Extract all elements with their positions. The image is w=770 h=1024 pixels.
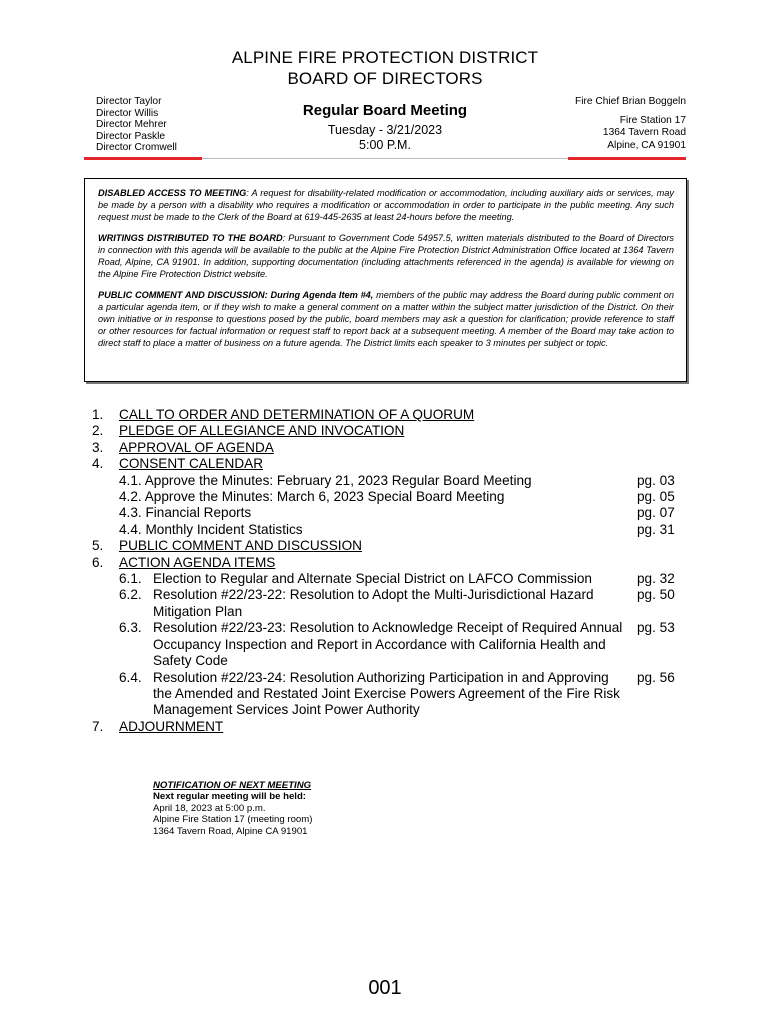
agenda-subitem bbox=[92, 522, 692, 538]
item-title: CALL TO ORDER AND DETERMINATION OF A QUORUM bbox=[119, 407, 475, 422]
page-ref: pg. 56 bbox=[637, 669, 675, 685]
page-ref: pg. 07 bbox=[637, 505, 675, 521]
subitem-number: 6.2. bbox=[119, 587, 142, 603]
subitem-number: 6.3. bbox=[119, 620, 142, 636]
station-street: 1364 Tavern Road bbox=[602, 127, 686, 138]
agenda-item bbox=[92, 456, 692, 472]
agenda-subitem bbox=[92, 620, 692, 669]
agenda-subitem bbox=[92, 489, 692, 505]
agenda-list bbox=[92, 407, 692, 735]
notice-label: DISABLED ACCESS TO MEETING bbox=[98, 188, 247, 198]
page-ref: pg. 32 bbox=[637, 571, 675, 587]
subitem-title: Resolution #22/23-24: Resolution Authorizing Participation in and Approving the Amended and Restated Joint Exercise Powers Agreement of the Fire Risk Management Services Joint Power Authority bbox=[153, 669, 620, 718]
subitem-number: 6.1. bbox=[119, 571, 142, 587]
subitem-title: 4.2. Approve the Minutes: March 6, 2023 Special Board Meeting bbox=[119, 489, 505, 505]
org-name: ALPINE FIRE PROTECTION DISTRICT bbox=[231, 48, 539, 67]
header-rule-left bbox=[84, 157, 202, 160]
board-name: BOARD OF DIRECTORS bbox=[287, 69, 483, 88]
director-name: Director Taylor bbox=[96, 96, 162, 107]
item-title: ADJOURNMENT bbox=[119, 718, 224, 734]
subitem-title: 4.4. Monthly Incident Statistics bbox=[119, 521, 303, 537]
subitem-title: 4.3. Financial Reports bbox=[119, 505, 252, 521]
station-city: Alpine, CA 91901 bbox=[607, 139, 686, 151]
notice-box bbox=[84, 178, 687, 382]
item-number: 4. bbox=[92, 456, 104, 472]
agenda-subitem bbox=[92, 473, 692, 489]
item-title: ACTION AGENDA ITEMS bbox=[119, 554, 276, 570]
item-title: CONSENT CALENDAR bbox=[119, 456, 264, 472]
header-rule-right bbox=[568, 157, 686, 160]
next-meeting-heading: NOTIFICATION OF NEXT MEETING bbox=[153, 780, 312, 791]
subitem-title: Election to Regular and Alternate Special District on LAFCO Commission bbox=[153, 571, 592, 587]
agenda-item bbox=[92, 423, 692, 439]
notice-text: : Pursuant to Government Code 54957.5, written materials distributed to the Board of Directors in connection with this agenda will be available to the public at the Alpine Fire Protection District Administration Office located at 1364 Tavern Road, Alpine, CA 91901. In addition, supporting documentation (including attachments referenced in the agenda) is available for viewing on the Alpine Fire Protection District website. bbox=[98, 232, 674, 280]
agenda-subitem bbox=[92, 505, 692, 521]
notice-text: : A request for disability-related modification or accommodation, including auxiliary aids or services, may be made by a person with a disability who requires a modification or accommodation in order to participate in the public meeting. Any such request must be made to the Clerk of the Board at 619-445-2635 at least 24-hours before the meeting. bbox=[98, 188, 674, 223]
meeting-title: Regular Board Meeting bbox=[302, 102, 468, 119]
director-name: Director Paskle bbox=[96, 130, 166, 142]
agenda-item bbox=[92, 407, 692, 423]
subitem-title: Resolution #22/23-22: Resolution to Adopt the Multi-Jurisdictional Hazard Mitigation Plan bbox=[153, 587, 594, 619]
agenda-item bbox=[92, 538, 692, 554]
notice-label: WRITINGS DISTRIBUTED TO THE BOARD bbox=[98, 232, 283, 243]
item-title: APPROVAL OF AGENDA bbox=[119, 439, 274, 455]
agenda-item bbox=[92, 555, 692, 571]
page-ref: pg. 53 bbox=[637, 620, 675, 636]
fire-chief-name: Fire Chief Brian Boggeln bbox=[575, 96, 686, 107]
director-name: Director Cromwell bbox=[96, 142, 177, 154]
meeting-date: Tuesday - 3/21/2023 bbox=[327, 123, 443, 137]
notice-text: members of the public may address the Board during public comment on a particular agenda item, or if they wish to make a general comment on a matter within the subject matter jurisdiction of the District. On their own initiative or in response to questions posed by the public, board members may ask a question for clarification; provide reference to staff or other resources for factual information or request staff to report back at a subsequent meeting. A member of the Board may take action to direct staff to place a matter of business on a future agenda. The District limits each speaker to 3 minutes per subject or topic. bbox=[98, 289, 674, 349]
subitem-number: 6.4. bbox=[119, 669, 142, 685]
item-number: 1. bbox=[92, 407, 104, 422]
disabled-access-notice bbox=[98, 187, 674, 223]
notice-label: PUBLIC COMMENT AND DISCUSSION: During Agenda Item #4, bbox=[98, 289, 374, 300]
page-ref: pg. 03 bbox=[637, 472, 675, 488]
item-title: PLEDGE OF ALLEGIANCE AND INVOCATION bbox=[119, 423, 405, 439]
item-number: 2. bbox=[92, 423, 104, 439]
agenda-subitem bbox=[92, 587, 692, 620]
page-number: 001 bbox=[368, 977, 402, 999]
item-number: 6. bbox=[92, 554, 104, 570]
station-name: Fire Station 17 bbox=[619, 114, 686, 126]
agenda-item bbox=[92, 719, 692, 735]
public-comment-notice bbox=[98, 289, 674, 349]
writings-notice bbox=[98, 232, 674, 280]
fire-chief-block bbox=[575, 96, 686, 152]
next-meeting-address: 1364 Tavern Road, Alpine CA 91901 bbox=[153, 825, 308, 837]
item-number: 3. bbox=[92, 439, 104, 455]
subitem-title: Resolution #22/23-23: Resolution to Acknowledge Receipt of Required Annual Occupancy Inspection and Report in Accordance with California Health and Safety Code bbox=[153, 620, 623, 669]
agenda-subitem bbox=[92, 571, 692, 587]
page-ref: pg. 50 bbox=[637, 587, 675, 603]
director-name: Director Mehrer bbox=[96, 119, 167, 131]
page-ref: pg. 05 bbox=[637, 489, 675, 505]
director-name: Director Willis bbox=[96, 107, 159, 119]
item-number: 7. bbox=[92, 718, 104, 734]
header-rule-center bbox=[202, 158, 568, 159]
next-meeting-subheading: Next regular meeting will be held: bbox=[153, 791, 306, 803]
item-number: 5. bbox=[92, 538, 104, 554]
next-meeting-location: Alpine Fire Station 17 (meeting room) bbox=[153, 814, 313, 826]
agenda-subitem bbox=[92, 670, 692, 719]
item-title: PUBLIC COMMENT AND DISCUSSION bbox=[119, 538, 362, 554]
meeting-time: 5:00 P.M. bbox=[359, 138, 411, 152]
next-meeting-date: April 18, 2023 at 5:00 p.m. bbox=[153, 802, 266, 814]
page-ref: pg. 31 bbox=[637, 521, 675, 537]
agenda-item bbox=[92, 440, 692, 456]
next-meeting-notice bbox=[153, 780, 312, 837]
subitem-title: 4.1. Approve the Minutes: February 21, 2023 Regular Board Meeting bbox=[119, 472, 532, 488]
